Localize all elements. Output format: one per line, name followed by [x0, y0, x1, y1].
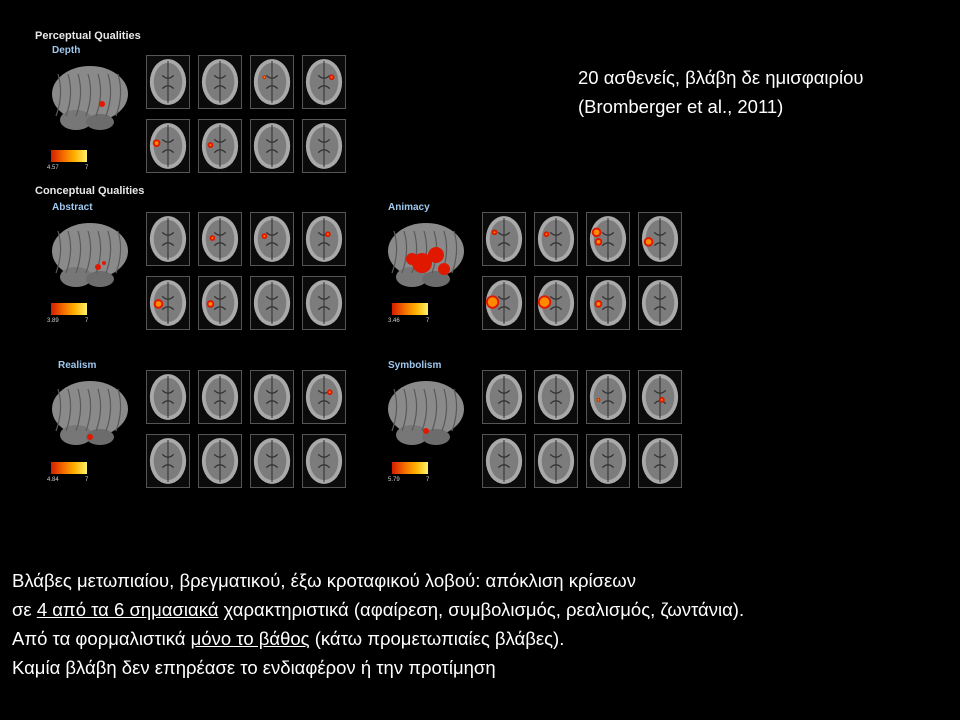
brain-slice-symbolism	[534, 434, 578, 488]
brain-slice-depth	[146, 55, 190, 109]
brain-slice-depth	[302, 55, 346, 109]
colorbar-symbolism	[392, 462, 428, 474]
brain-slice-realism	[250, 370, 294, 424]
brain-slice-realism	[302, 370, 346, 424]
summary-line-1: Βλάβες μετωπιαίου, βρεγματικού, έξω κροταφικού λοβού: απόκλιση κρίσεων	[12, 570, 636, 591]
colorbar-max-abstract: 7	[85, 318, 89, 324]
colorbar-min-realism: 4.84	[47, 477, 59, 483]
colorbar-min-abstract: 3.89	[47, 318, 59, 324]
brain-slice-animacy	[638, 212, 682, 266]
brain-slice-depth	[302, 119, 346, 173]
summary-line-3-post: (κάτω προμετωπιαίες βλάβες).	[309, 628, 565, 649]
brain-slice-symbolism	[586, 434, 630, 488]
section-title-perceptual: Perceptual Qualities	[35, 30, 141, 42]
colorbar-realism	[51, 462, 87, 474]
brain-slice-realism	[198, 434, 242, 488]
panel-title-animacy: Animacy	[388, 202, 430, 213]
brain-slice-abstract	[198, 212, 242, 266]
brain-slice-symbolism	[482, 370, 526, 424]
brain-slice-abstract	[198, 276, 242, 330]
brain-slice-symbolism	[638, 370, 682, 424]
colorbar-animacy	[392, 303, 428, 315]
brain-slice-realism	[250, 434, 294, 488]
brain-slice-symbolism	[586, 370, 630, 424]
brain-3d-symbolism	[382, 375, 468, 460]
brain-slice-animacy	[638, 276, 682, 330]
summary-line-2	[12, 595, 744, 624]
colorbar-min-depth: 4.57	[47, 165, 59, 171]
brain-slice-abstract	[250, 212, 294, 266]
summary-line-3	[12, 624, 744, 653]
brain-slice-abstract	[302, 276, 346, 330]
brain-slice-abstract	[146, 276, 190, 330]
panel-title-depth: Depth	[52, 45, 81, 56]
study-note	[578, 63, 864, 121]
brain-slice-animacy	[586, 276, 630, 330]
brain-slice-abstract	[302, 212, 346, 266]
colorbar-min-symbolism: 5.79	[388, 477, 400, 483]
colorbar-max-animacy: 7	[426, 318, 430, 324]
brain-slice-symbolism	[638, 434, 682, 488]
brain-slice-depth	[250, 55, 294, 109]
summary-line-3-pre: Από τα φορμαλιστικά	[12, 628, 191, 649]
summary-line-4: Καμία βλάβη δεν επηρέασε το ενδιαφέρον ή την προτίμηση	[12, 657, 496, 678]
colorbar-max-depth: 7	[85, 165, 89, 171]
summary-line-2-post: χαρακτηριστικά (αφαίρεση, συμβολισμός, ρεαλισμός, ζωντάνια).	[218, 599, 745, 620]
brain-slice-realism	[146, 434, 190, 488]
colorbar-min-animacy: 3.46	[388, 318, 400, 324]
note-line-1: 20 ασθενείς, βλάβη δε ημισφαιρίου	[578, 67, 864, 88]
colorbar-max-realism: 7	[85, 477, 89, 483]
brain-slice-animacy	[482, 212, 526, 266]
panel-title-realism: Realism	[58, 360, 97, 371]
brain-slice-abstract	[250, 276, 294, 330]
brain-slice-animacy	[534, 212, 578, 266]
brain-3d-realism	[46, 375, 132, 460]
brain-slice-symbolism	[534, 370, 578, 424]
brain-slice-depth	[198, 119, 242, 173]
brain-slice-realism	[198, 370, 242, 424]
brain-slice-depth	[146, 119, 190, 173]
colorbar-abstract	[51, 303, 87, 315]
brain-slice-animacy	[482, 276, 526, 330]
brain-slice-animacy	[534, 276, 578, 330]
brain-slice-realism	[302, 434, 346, 488]
colorbar-max-symbolism: 7	[426, 477, 430, 483]
section-title-conceptual: Conceptual Qualities	[35, 185, 145, 197]
brain-slice-depth	[198, 55, 242, 109]
panel-title-symbolism: Symbolism	[388, 360, 442, 371]
brain-slice-realism	[146, 370, 190, 424]
brain-slice-symbolism	[482, 434, 526, 488]
summary-line-3-underlined: μόνο το βάθος	[190, 628, 310, 649]
brain-3d-depth	[46, 60, 132, 145]
brain-3d-abstract	[46, 217, 132, 302]
summary-line-2-underlined: 4 από τα 6 σημασιακά	[36, 599, 219, 620]
panel-title-abstract: Abstract	[52, 202, 93, 213]
colorbar-depth	[51, 150, 87, 162]
brain-slice-abstract	[146, 212, 190, 266]
brain-slice-depth	[250, 119, 294, 173]
summary-text	[12, 566, 744, 682]
note-line-2: (Bromberger et al., 2011)	[578, 96, 784, 117]
summary-line-2-pre: σε	[12, 599, 37, 620]
brain-3d-animacy	[382, 217, 468, 302]
brain-slice-animacy	[586, 212, 630, 266]
